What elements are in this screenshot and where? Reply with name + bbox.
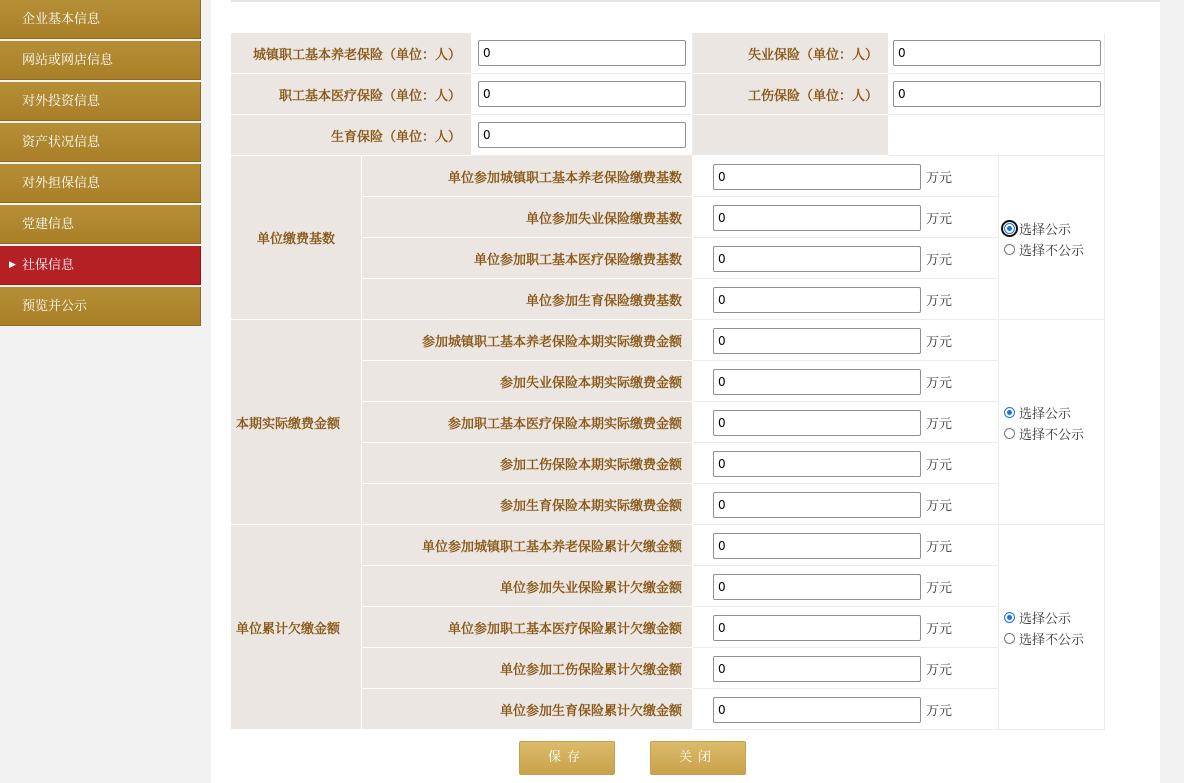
unit-label: 万元 (926, 458, 953, 473)
amount-input[interactable]: 0 (713, 451, 921, 477)
sidebar-item-label: 党建信息 (22, 217, 75, 232)
row-label: 单位参加职工基本医疗保险缴费基数 (362, 238, 693, 279)
amount-input[interactable]: 0 (713, 369, 921, 395)
row-label: 单位参加城镇职工基本养老保险缴费基数 (362, 156, 693, 197)
group-title-arrears: 单位累计欠缴金额 (231, 525, 362, 730)
sidebar-item-label: 企业基本信息 (22, 12, 101, 27)
radio-cell (999, 156, 1105, 320)
sidebar-item-label: 资产状况信息 (22, 135, 101, 150)
radio-option-public[interactable]: 选择公示 (1004, 402, 1084, 423)
field-cell (889, 33, 1105, 74)
sidebar-item-label: 预览并公示 (22, 299, 88, 314)
row-label: 单位参加工伤保险累计欠缴金额 (362, 648, 693, 689)
row-value-cell (693, 607, 999, 648)
unemployment-people-input[interactable]: 0 (893, 40, 1101, 66)
radio-option-public[interactable]: 选择公示 (1004, 607, 1084, 628)
row-value-cell (693, 443, 999, 484)
close-button[interactable]: 关闭 (650, 741, 746, 775)
radio-option-private[interactable]: 选择不公示 (1004, 239, 1084, 260)
sidebar-item-label: 社保信息 (22, 258, 75, 273)
radio-button[interactable] (1004, 244, 1015, 255)
radio-button-checked[interactable] (1004, 407, 1015, 418)
row-value-cell (693, 648, 999, 689)
field-cell (889, 74, 1105, 115)
row-label: 单位参加城镇职工基本养老保险累计欠缴金额 (362, 525, 693, 566)
row-label: 单位参加失业保险累计欠缴金额 (362, 566, 693, 607)
amount-input[interactable]: 0 (713, 287, 921, 313)
row-value-cell (693, 525, 999, 566)
row-label: 单位参加生育保险累计欠缴金额 (362, 689, 693, 730)
row-label: 单位参加失业保险缴费基数 (362, 197, 693, 238)
top-divider (231, 0, 1160, 2)
save-button[interactable]: 保存 (519, 741, 615, 775)
sidebar-item-label: 网站或网店信息 (22, 53, 114, 68)
sidebar (0, 0, 201, 328)
field-cell (472, 74, 693, 115)
unit-label: 万元 (926, 581, 953, 596)
amount-input[interactable]: 0 (713, 574, 921, 600)
row-value-cell (693, 197, 999, 238)
row-label: 参加职工基本医疗保险本期实际缴费金额 (362, 402, 693, 443)
amount-input[interactable]: 0 (713, 697, 921, 723)
unit-label: 万元 (926, 376, 953, 391)
unit-label: 万元 (926, 499, 953, 514)
row-value-cell (693, 484, 999, 525)
amount-input[interactable]: 0 (713, 205, 921, 231)
sidebar-item-party-info[interactable] (0, 205, 201, 244)
medical-people-input[interactable]: 0 (478, 81, 686, 107)
amount-input[interactable]: 0 (713, 410, 921, 436)
amount-input[interactable]: 0 (713, 246, 921, 272)
amount-input[interactable]: 0 (713, 656, 921, 682)
row-label: 参加生育保险本期实际缴费金额 (362, 484, 693, 525)
row-label: 单位参加职工基本医疗保险累计欠缴金额 (362, 607, 693, 648)
empty-label-cell (693, 115, 889, 156)
row-value-cell (693, 361, 999, 402)
radio-button-checked[interactable] (1004, 612, 1015, 623)
amount-input[interactable]: 0 (713, 328, 921, 354)
sidebar-item-enterprise-basic-info[interactable] (0, 0, 201, 39)
pension-people-input[interactable]: 0 (478, 40, 686, 66)
radio-option-private[interactable]: 选择不公示 (1004, 628, 1084, 649)
radio-cell (999, 320, 1105, 525)
row-label: 单位参加生育保险缴费基数 (362, 279, 693, 320)
unit-label: 万元 (926, 622, 953, 637)
amount-input[interactable]: 0 (713, 533, 921, 559)
row-value-cell (693, 279, 999, 320)
unit-label: 万元 (926, 417, 953, 432)
field-label-medical-people: 职工基本医疗保险（单位：人） (231, 74, 472, 115)
unit-label: 万元 (926, 540, 953, 555)
triangle-right-icon: ▶ (9, 260, 16, 270)
radio-option-public[interactable]: 选择公示 (1004, 218, 1084, 239)
row-value-cell (693, 566, 999, 607)
radio-cell (999, 525, 1105, 730)
sidebar-item-guarantee-info[interactable] (0, 164, 201, 203)
sidebar-item-social-security[interactable] (0, 246, 201, 285)
field-cell (472, 33, 693, 74)
sidebar-item-preview-publish[interactable] (0, 287, 201, 326)
row-value-cell (693, 402, 999, 443)
publish-radio-group (1004, 607, 1084, 649)
row-value-cell (693, 689, 999, 730)
sidebar-item-website-info[interactable] (0, 41, 201, 80)
row-label: 参加失业保险本期实际缴费金额 (362, 361, 693, 402)
group-title-actual-payment: 本期实际缴费金额 (231, 320, 362, 525)
row-value-cell (693, 238, 999, 279)
unit-label: 万元 (926, 212, 953, 227)
unit-label: 万元 (926, 294, 953, 309)
maternity-people-input[interactable]: 0 (478, 122, 686, 148)
row-value-cell (693, 156, 999, 197)
field-label-pension-people: 城镇职工基本养老保险（单位：人） (231, 33, 472, 74)
unit-label: 万元 (926, 335, 953, 350)
empty-value-cell (889, 115, 1105, 156)
unit-label: 万元 (926, 171, 953, 186)
amount-input[interactable]: 0 (713, 615, 921, 641)
unit-label: 万元 (926, 663, 953, 678)
radio-button[interactable] (1004, 428, 1015, 439)
row-label: 参加工伤保险本期实际缴费金额 (362, 443, 693, 484)
field-label-injury-people: 工伤保险（单位：人） (693, 74, 889, 115)
sidebar-item-assets-info[interactable] (0, 123, 201, 162)
radio-button-checked[interactable] (1004, 223, 1015, 234)
row-value-cell (693, 320, 999, 361)
field-cell (472, 115, 693, 156)
field-label-maternity-people: 生育保险（单位：人） (231, 115, 472, 156)
radio-button[interactable] (1004, 633, 1015, 644)
unit-label: 万元 (926, 253, 953, 268)
radio-option-private[interactable]: 选择不公示 (1004, 423, 1084, 444)
amount-input[interactable]: 0 (713, 492, 921, 518)
sidebar-item-investment-info[interactable] (0, 82, 201, 121)
publish-radio-group (1004, 218, 1084, 260)
group-title-contribution-base: 单位缴费基数 (231, 156, 362, 320)
injury-people-input[interactable]: 0 (893, 81, 1101, 107)
amount-input[interactable]: 0 (713, 164, 921, 190)
unit-label: 万元 (926, 704, 953, 719)
sidebar-item-label: 对外担保信息 (22, 176, 101, 191)
publish-radio-group (1004, 402, 1084, 444)
main-panel (211, 0, 1160, 783)
sidebar-item-label: 对外投资信息 (22, 94, 101, 109)
field-label-unemployment-people: 失业保险（单位：人） (693, 33, 889, 74)
row-label: 参加城镇职工基本养老保险本期实际缴费金额 (362, 320, 693, 361)
